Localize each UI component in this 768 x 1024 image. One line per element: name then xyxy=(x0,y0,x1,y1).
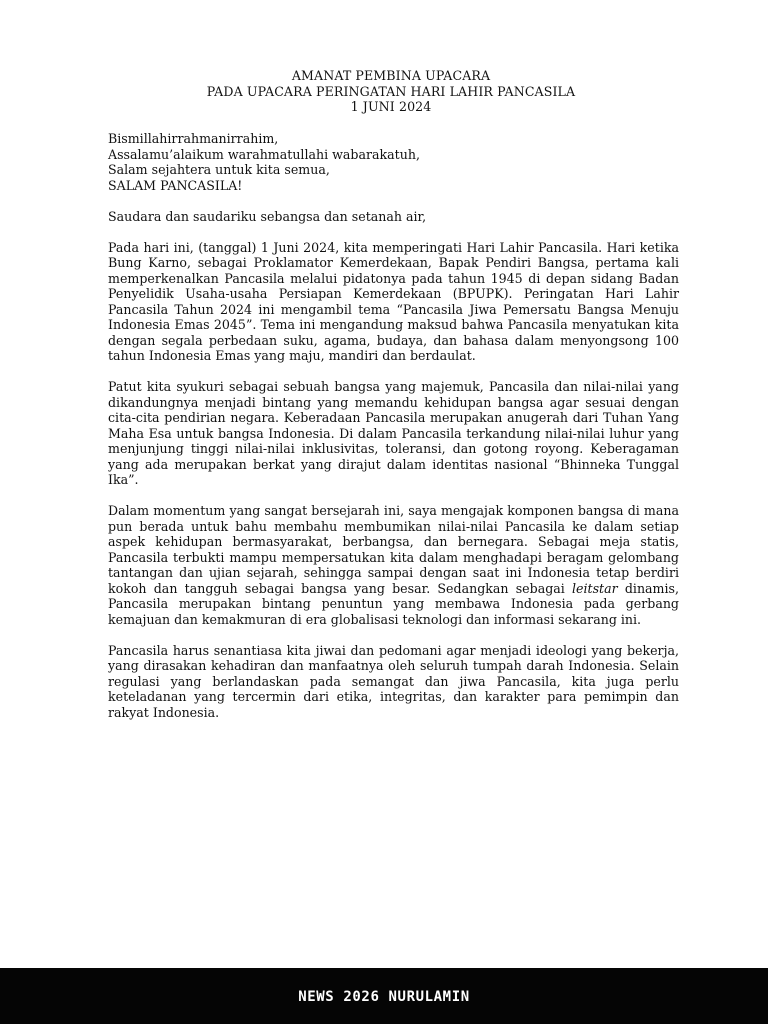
header-title: AMANAT PEMBINA UPACARA xyxy=(291,68,491,83)
paragraph-3-text-end: dinamis, Pancasila merupakan bintang penuntun yang membawa Indonesia pada gerbang kemajuan dan kemakmuran di era globalisasi teknologi dan informasi sekarang ini. xyxy=(108,580,679,627)
paragraph-4: Pancasila harus senantiasa kita jiwai dan pedomani agar menjadi ideologi yang bekerja, yang dirasakan kehadiran dan manfaatnya oleh seluruh tumpah darah Indonesia. Selain regulasi yang berlandaskan pada semangat dan jiwa Pancasila, kita juga perlu keteladanan yang tercermin dari etika, integritas, dan karakter para pemimpin dan rakyat Indonesia. xyxy=(108,642,679,720)
paragraph-3 xyxy=(108,503,679,627)
greeting-line: Assalamu’alaikum warahmatullahi wabarakatuh, xyxy=(108,146,420,162)
paragraph-2: Patut kita syukuri sebagai sebuah bangsa yang majemuk, Pancasila dan nilai-nilai yang dikandungnya menjadi bintang yang memandu kehidupan bangsa agar sesuai dengan cita-cita pendirian negara. Keberadaan Pancasila merupakan anugerah dari Tuhan Yang Maha Esa untuk bangsa Indonesia. Di dalam Pancasila terkandung nilai-nilai luhur yang menjunjung tinggi nilai-nilai inklusivitas, toleransi, dan gotong royong. Keberagaman yang ada merupakan berkat yang dirajut dalam identitas nasional “Bhinneka Tunggal Ika”. xyxy=(108,379,679,487)
greeting-line: Bismillahirrahmanirrahim, xyxy=(108,131,279,146)
footer-watermark: NEWS 2026 NURULAMIN xyxy=(298,989,470,1005)
document-header xyxy=(0,68,768,115)
header-date: 1 JUNI 2024 xyxy=(350,99,432,114)
greeting-line: Salam sejahtera untuk kita semua, xyxy=(108,162,330,177)
paragraph-1: Pada hari ini, (tanggal) 1 Juni 2024, kita memperingati Hari Lahir Pancasila. Hari ketika Bung Karno, sebagai Proklamator Kemerdekaan, Bapak Pendiri Bangsa, pertama kali memperkenalkan Pancasila melalui pidatonya pada tahun 1945 di depan sidang Badan Penyelidik Usaha-usaha Persiapan Kemerdekaan (BPUPK). Peringatan Hari Lahir Pancasila Tahun 2024 ini mengambil tema “Pancasila Jiwa Pemersatu Bangsa Menuju Indonesia Emas 2045”. Tema ini mengandung maksud bahwa Pancasila menyatukan kita dengan segala perbedaan suku, agama, budaya, dan bahasa dalam menyongsong 100 tahun Indonesia Emas yang maju, mandiri dan berdaulat. xyxy=(108,239,679,363)
document-body xyxy=(108,131,679,720)
paragraph-3-text: Dalam momentum yang sangat bersejarah ini, saya mengajak komponen bangsa di mana pun berada untuk bahu membahu membumikan nilai-nilai Pancasila ke dalam setiap aspek kehidupan bermasyarakat, berbangsa, dan bernegara. Sebagai meja statis, Pancasila terbukti mampu mempersatukan kita dalam menghadapi beragam gelombang tantangan dan ujian sejarah, sehingga sampai dengan saat ini Indonesia tetap berdiri kokoh dan tangguh sebagai bangsa yang besar. Sedangkan sebagai xyxy=(108,503,679,596)
footer-bar xyxy=(0,968,768,1024)
salutation: Saudara dan saudariku sebangsa dan setanah air, xyxy=(108,208,427,224)
greeting-block xyxy=(108,131,679,193)
paragraph-3-italic-term: leitstar xyxy=(572,580,618,596)
header-subtitle: PADA UPACARA PERINGATAN HARI LAHIR PANCASILA xyxy=(206,83,576,99)
greeting-line: SALAM PANCASILA! xyxy=(108,177,243,193)
